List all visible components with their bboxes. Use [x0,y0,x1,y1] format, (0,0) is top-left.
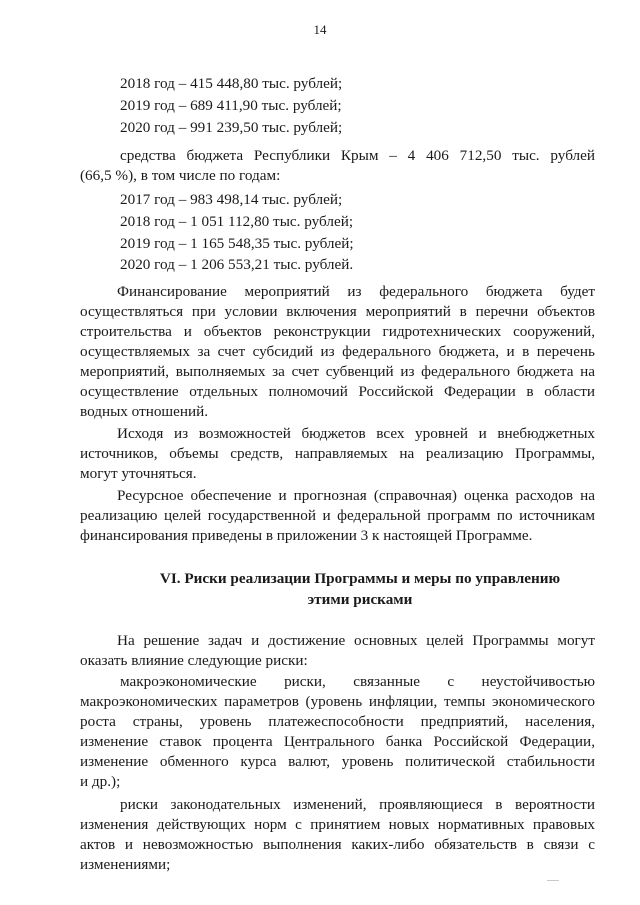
funding-line: 2018 год – 415 448,80 тыс. рублей; [120,75,343,92]
paragraph-line: Исходя из возможностей бюджетов всех уровней и внебюджетных [117,425,595,442]
paragraph-line: изменения действующих норм с принятием новых нормативных правовых [80,816,595,833]
paragraph-line: водных отношений. [80,403,209,420]
paragraph-line: источников, объемы средств, направляемых на реализацию Программы, [80,445,595,462]
paragraph-line: роста страны, уровень платежеспособности предприятий, населения, [80,713,595,730]
paragraph-line: реализацию целей государственной и федеральной программ по источникам [80,507,595,524]
paragraph-line: актов и невозможностью выполнения каких-либо обязательств в связи с [80,836,595,853]
paragraph-line: На решение задач и достижение основных целей Программы могут [117,632,595,649]
paragraph-line: (66,5 %), в том числе по годам: [80,167,281,184]
paragraph-line: мероприятий, выполняемых за счет субвенций из федерального бюджета на [80,363,595,380]
funding-line: 2019 год – 1 165 548,35 тыс. рублей; [120,235,354,252]
paragraph-line: Финансирование мероприятий из федерального бюджета будет [117,283,595,300]
paragraph-line: оказать влияние следующие риски: [80,652,308,669]
paragraph-line: макроэкономических параметров (уровень инфляции, темпы экономического [80,693,595,710]
funding-line: 2020 год – 991 239,50 тыс. рублей; [120,119,343,136]
paragraph-line: осуществление отдельных полномочий Российской Федерации в области [80,383,595,400]
funding-line: 2020 год – 1 206 553,21 тыс. рублей. [120,256,354,273]
paragraph-line: изменение ставок процента Центрального банка Российской Федерации, [80,733,595,750]
section-heading: VI. Риски реализации Программы и меры по управлению [159,570,561,587]
paragraph-line: Ресурсное обеспечение и прогнозная (справочная) оценка расходов на [117,487,595,504]
paragraph-line: средства бюджета Республики Крым – 4 406 712,50 тыс. рублей [120,147,595,164]
funding-line: 2019 год – 689 411,90 тыс. рублей; [120,97,342,114]
paragraph-line: осуществляться при условии включения мероприятий в перечни объектов [80,303,595,320]
paragraph-line: осуществляемых за счет субсидий из федерального бюджета, и в перечень [80,343,595,360]
funding-line: 2018 год – 1 051 112,80 тыс. рублей; [120,213,354,230]
section-heading: этими рисками [307,591,413,608]
paragraph-line: могут уточняться. [80,465,197,482]
funding-line: 2017 год – 983 498,14 тыс. рублей; [120,191,343,208]
paragraph-line: изменениями; [80,856,171,873]
scan-mark [547,880,559,881]
page-number: 14 [313,22,327,37]
paragraph-line: и др.); [80,773,121,790]
paragraph-line: риски законодательных изменений, проявляющиеся в вероятности [120,796,595,813]
paragraph-line: строительства и объектов реконструкции гидротехнических сооружений, [80,323,595,340]
paragraph-line: финансирования приведены в приложении 3 к настоящей Программе. [80,527,533,544]
paragraph-line: макроэкономические риски, связанные с неустойчивостью [120,673,595,690]
paragraph-line: изменение обменного курса валют, уровень политической стабильности [80,753,595,770]
